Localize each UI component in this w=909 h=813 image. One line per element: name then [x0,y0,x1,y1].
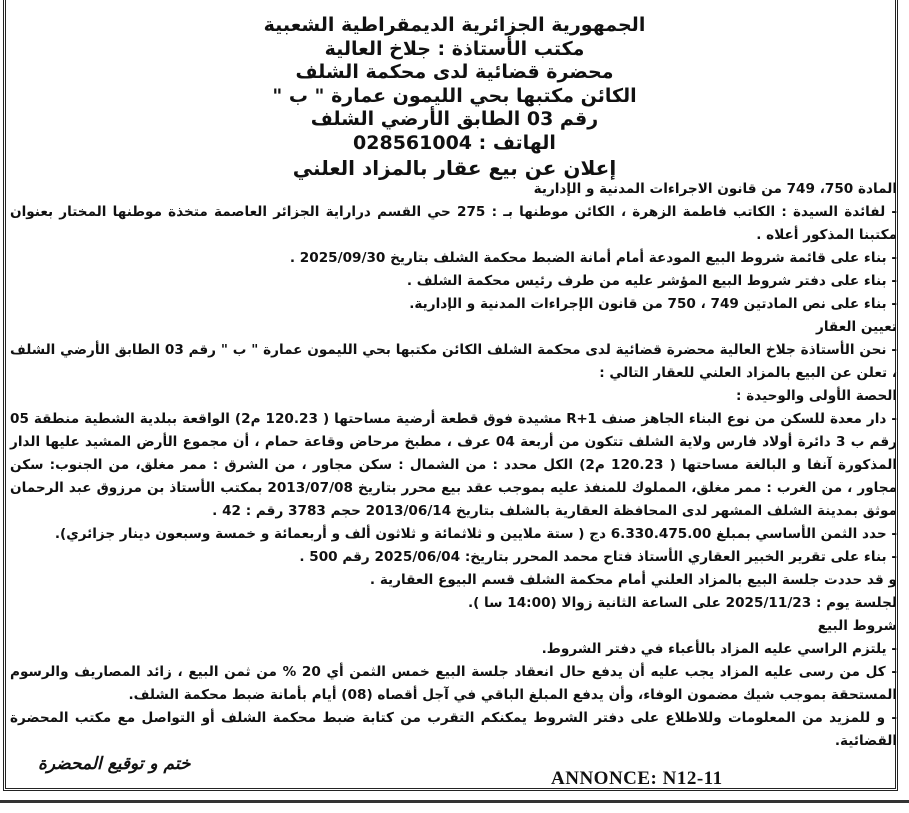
signature-label: ختم و توقيع المحضرة [38,754,191,774]
paragraph: - بناء على نص المادتين 749 ، 750 من قانون الإجراءات المدنية و الإدارية. [409,296,897,312]
notice-title: إعلان عن بيع عقار بالمزاد العلني [292,156,617,180]
header-line: الجمهورية الجزائرية الديمقراطية الشعبية [263,14,646,36]
section-heading: شروط البيع [817,618,897,634]
paragraph: - بناء على تقرير الخبير العقاري الأستاذ فتاح محمد المحرر بتاريخ: 2025/06/04 رقم 500 . [299,549,897,565]
paragraph: و قد حددت جلسة البيع بالمزاد العلني أمام محكمة الشلف قسم البيوع العقارية . [369,572,897,588]
notice-body [10,178,897,753]
paragraph: - لفائدة السيدة : الكاتب فاطمة الزهرة ، الكائن موطنها بـ : 275 حي القسم دراراية الجزائر العاصمة متخذة موطنها المختار بعنوان مكتبنا المذكور أعلاه . [10,204,897,243]
paragraph: - بناء على قائمة شروط البيع المودعة أمام أمانة الضبط محكمة الشلف بتاريخ 2025/09/30 . [289,250,897,266]
header-line: الهاتف : 028561004 [353,131,556,154]
paragraph: لجلسة يوم : 2025/11/23 على الساعة الثانية زوالا (14:00 سا ). [467,595,897,611]
divider [0,800,909,803]
header-line: محضرة قضائية لدى محكمة الشلف [295,61,614,83]
paragraph: - نحن الأستاذة جلاخ العالية محضرة قضائية لدى محكمة الشلف الكائن مكتبها بحي الليمون عمارة " ب " رقم 03 الطابق الأرضي الشلف ، تعلن عن البيع بالمزاد العلني للعقار التالي : [10,342,897,381]
header-line: الكائن مكتبها بحي الليمون عمارة " ب " [272,84,637,107]
section-heading: الحصة الأولى والوحيدة : [736,388,897,404]
notice-header [0,14,909,181]
paragraph: - كل من رسى عليه المزاد يجب عليه أن يدفع حال انعقاد جلسة البيع خمس الثمن أي 20 % من ثمن البيع ، زائد المصاريف والرسوم المستحقة بموجب شيك مضمون الوفاء، وأن يدفع المبلغ الباقي في آجل أقصاه (08) أيام بأمانة ضبط محكمة الشلف. [10,664,897,703]
section-heading: تعيين العقار [816,319,897,335]
paragraph: - يلتزم الراسي عليه المزاد بالأعباء في دفتر الشروط. [541,641,897,657]
paragraph: - و للمزيد من المعلومات وللاطلاع على دفتر الشروط يمكنكم التقرب من كتابة ضبط محكمة الشلف أو التواصل مع مكتب المحضرة القضائية. [10,710,897,749]
paragraph: - دار معدة للسكن من نوع البناء الجاهز صنف R+1 مشيدة فوق قطعة أرضية مساحتها ( 120.23 م2) الواقعة ببلدية الشطية منطقة 05 رقم ب 3 دائرة أولاد فارس ولاية الشلف تتكون من أربعة 04 عرف ، مطبخ مرحاض وقاعة حمام ، أن مجموع الأرض المشيد عليها الدار المذكورة آنفا و البالغة مساحتها ( 120.23 م2) الكل محدد : من الشمال : سكن مجاور ، من الشرق : ممر مغلق، من الجنوب: سكن مجاور ، من الغرب : ممر مغلق، المملوك للمنفذ عليه بموجب عقد بيع محرر بتاريخ 2013/07/08 بمكتب الأستاذ بن مرزوق عبد الرحمان موثق بمدينة الشلف المشهر لدى المحافظة العقارية بالشلف بتاريخ 2013/06/14 حجم 3783 رقم : 42 . [10,411,897,519]
paragraph: - بناء على دفتر شروط البيع المؤشر عليه من طرف رئيس محكمة الشلف . [406,273,897,289]
paragraph: - حدد الثمن الأساسي بمبلغ 6.330.475.00 دج ( ستة ملايين و ثلاثمائة و ثلاثون ألف و أربعمائة و خمسة وسبعون دينار جزائري). [54,526,897,542]
header-line: رقم 03 الطابق الأرضي الشلف [310,108,599,130]
annonce-reference: ANNONCE: N12-11 [551,768,723,789]
paragraph: المادة 750، 749 من قانون الاجراءات المدنية و الإدارية [533,181,897,197]
header-line: مكتب الأستاذة : جلاخ العالية [324,37,585,60]
